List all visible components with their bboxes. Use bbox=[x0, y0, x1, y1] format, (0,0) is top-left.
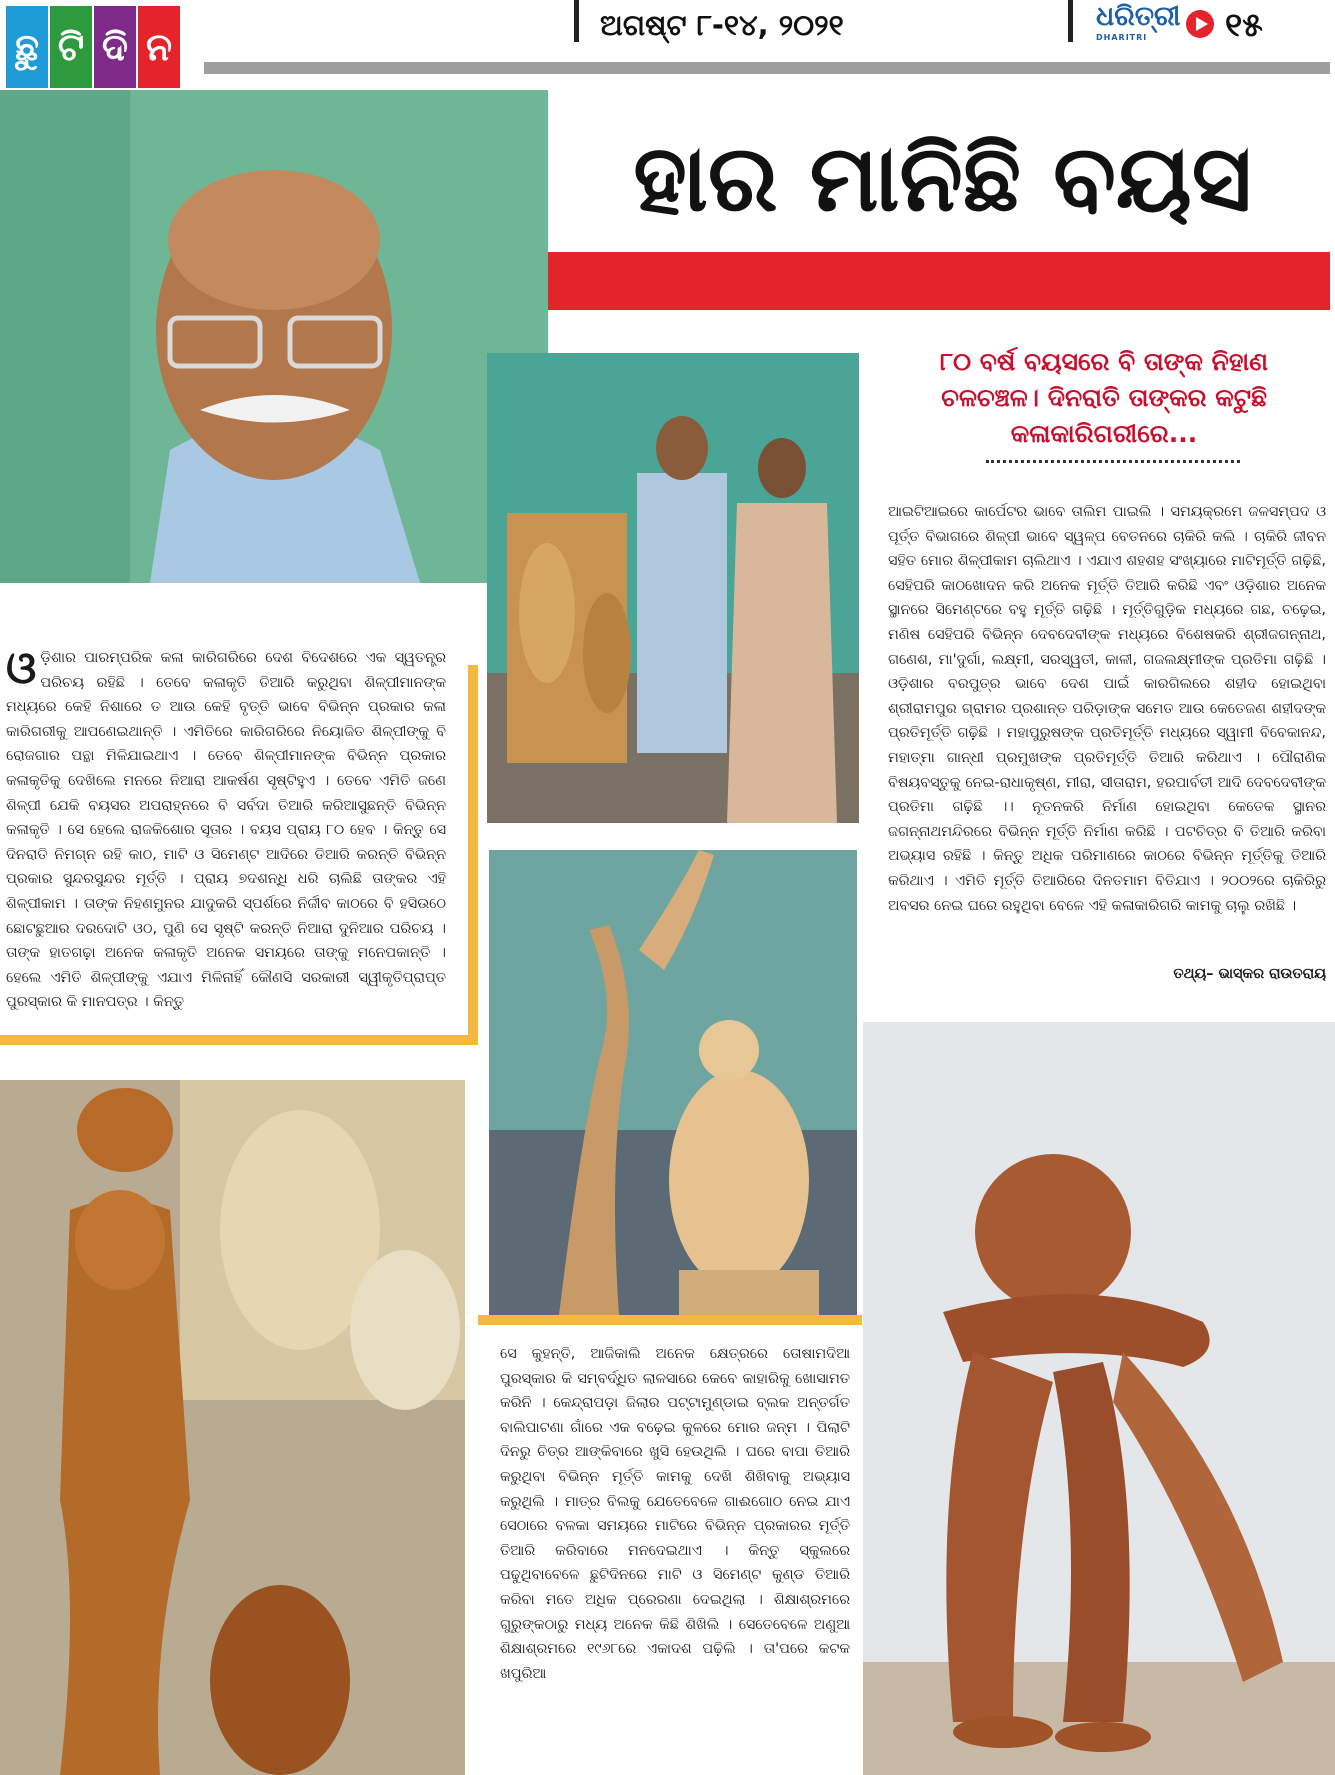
carved-statues-photo bbox=[0, 1080, 465, 1775]
header-divider-left bbox=[574, 0, 579, 42]
headline-red-bar bbox=[548, 252, 1330, 310]
header-divider-right bbox=[1068, 0, 1073, 42]
section-letter-di: ଦି bbox=[94, 6, 136, 88]
header-gray-bar bbox=[204, 62, 1330, 74]
orange-frame-vertical bbox=[468, 665, 478, 1035]
column-1-text: ଡ଼ିଶାର ପାରମ୍ପରିକ କଳା କାରିଗରିରେ ଦେଶ ବିଦେଶରେ ଏକ ସ୍ୱତନ୍ତ୍ର ପରିଚୟ ରହିଛି । ତେବେ କଳାକୃତି ତିଆରି କରୁଥିବା ଶିଳ୍ପୀମାନଙ୍କ ମଧ୍ୟରେ କେହି ନିଶାରେ ତ ଆଉ କେହି ବୃତ୍ତି ଭାବେ ବିଭିନ୍ନ ପ୍ରକାର କଳା କାରିଗରୀକୁ ଆପଣେଇଥାନ୍ତି । ଏମିତିରେ କାରିଗରିରେ ନିୟୋଜିତ ଶିଳ୍ପୀଙ୍କୁ ବି ରୋଜଗାର ପନ୍ଥା ମିଳିଯାଇଥାଏ । ତେବେ ଶିଳ୍ପୀମାନଙ୍କ ବିଭିନ୍ନ ପ୍ରକାର କଳାକୃତିକୁ ଦେଖିଲେ ମନରେ ନିଆରା ଆକର୍ଷଣ ସୃଷ୍ଟିହୁଏ । ତେବେ ଏମିତି ଜଣେ ଶିଳ୍ପୀ ଯେକି ବୟସର ଅପରାହ୍ନରେ ବି ସର୍ବଦା ତିଆରି କରିଆସୁଛନ୍ତି ବିଭିନ୍ନ କଳାକୃତି । ସେ ହେଲେ ରାଜକିଶୋର ସୂତାର । ବୟସ ପ୍ରାୟ ୮୦ ହେବ । କିନ୍ତୁ ସେ ଦିନରାତି ନିମଗ୍ନ ରହି କାଠ, ମାଟି ଓ ସିମେଣ୍ଟ ଆଦିରେ ତିଆରି କରନ୍ତି ବିଭିନ୍ନ ପ୍ରକାର ସୁନ୍ଦରସୁନ୍ଦର ମୂର୍ତ୍ତି । ପ୍ରାୟ ୭ଦଶନ୍ଧି ଧରି ଚାଲିଛି ତାଙ୍କର ଏହି ଶିଳ୍ପୀକାମ । ତାଙ୍କ ନିହଣମୁନର ଯାଦୁକରି ସ୍ପର୍ଶରେ ନିର୍ଜୀବ କାଠରେ ବି ହସିଉଠେ ଛୋଟଛୁଆର ଦରଦୋଟି ଓଠ, ପୁଣି ସେ ସୃଷ୍ଟି କରନ୍ତି ନିଆରା ଦୁନିଆର ପରିଚୟ । ତାଙ୍କ ହାତଗଢ଼ା ଅନେକ କଳାକୃତି ଅନେକ ସମୟରେ ତାଙ୍କୁ ମନେପକାନ୍ତି । ହେଲେ ଏମିତି ଶିଳ୍ପୀଙ୍କୁ ଏଯାଏ ମିଳିନାହିଁ କୌଣସି ସରକାରୀ ସ୍ୱୀକୃତିପ୍ରାପ୍ତ ପୁରସ୍କାର କି ମାନପତ୍ର । କିନ୍ତୁ bbox=[6, 650, 446, 1011]
subheading-line-1: ୮୦ ବର୍ଷ ବୟସରେ ବି ତାଙ୍କ ନିହାଣ bbox=[939, 347, 1269, 376]
orange-frame-bottom bbox=[478, 1315, 862, 1325]
article-column-1 bbox=[6, 646, 446, 1036]
couple-photo bbox=[487, 353, 859, 823]
section-letter-na: ନ bbox=[138, 6, 180, 88]
dotted-divider bbox=[986, 460, 1240, 463]
article-column-2: ସେ କୁହନ୍ତି, ଆଜିକାଲି ଅନେକ କ୍ଷେତ୍ରରେ ତୋଷାମଦିଆ ପୁରସ୍କାର କି ସମ୍ବର୍ଦ୍ଧିତ ଲାଳସାରେ କେବେ କାହାରିକୁ ଖୋସାମତ କରିନି । କେନ୍ଦ୍ରାପଡ଼ା ଜିଲାର ପଟ୍ଟାମୁଣ୍ଡାଇ ବ୍ଲକ ଅନ୍ତର୍ଗତ ବାଲିପାଟଣା ଗାଁରେ ଏକ ବଢ଼େଇ କୁଳରେ ମୋର ଜନ୍ମ । ପିଲାଟି ଦିନରୁ ଚିତ୍ର ଆଙ୍କିବାରେ ଖୁସି ହେଉଥିଲି । ଘରେ ବାପା ତିଆରି କରୁଥିବା ବିଭିନ୍ନ ମୂର୍ତ୍ତି କାମକୁ ଦେଖି ଶିଖିବାକୁ ଅଭ୍ୟାସ କରୁଥିଲି । ମାତ୍ର ବିଲକୁ ଯେତେବେଳେ ଗାଈଗୋଠ ନେଇ ଯାଏ ସେଠାରେ ବଳକା ସମୟରେ ମାଟିରେ ବିଭିନ୍ନ ପ୍ରକାରର ମୂର୍ତ୍ତି ତିଆରି କରିବାରେ ମନଦେଇଥାଏ । କିନ୍ତୁ ସ୍କୁଲରେ ପଢୁଥିବାବେଳେ ଛୁଟିଦିନରେ ମାଟି ଓ ସିମେଣ୍ଟ କୁଣ୍ଡ ତିଆରି କରିବା ମତେ ଅଧିକ ପ୍ରେରଣା ଦେଇଥିଲା । ଶିକ୍ଷାଶ୍ରମରେ ଗୁରୁଙ୍କଠାରୁ ମଧ୍ୟ ଅନେକ କିଛି ଶିଖିଲି । ସେତେବେଳେ ଅଣୁଆ ଶିକ୍ଷାଶ୍ରମରେ ୧୯୬୮ରେ ଏକାଦଶ ପଢ଼ିଲି । ତା'ପରେ କଟକ ଖପୁରିଆ bbox=[500, 1346, 850, 1682]
subheading-line-3: କଳାକାରିଗରୀରେ... bbox=[1010, 419, 1198, 448]
issue-date: ଅଗଷ୍ଟ ୮-୧୪, ୨୦୨୧ bbox=[600, 8, 844, 42]
section-letter-ti: ଟି bbox=[50, 6, 92, 88]
page-number: ୧୫ bbox=[1225, 5, 1263, 44]
headline: ହାର ମାନିଛି ବୟସ bbox=[633, 125, 1252, 232]
saraswati-sculpture-photo bbox=[489, 850, 857, 1315]
orange-frame-horizontal bbox=[0, 1035, 478, 1045]
dharitri-logo: ଧରିତ୍ରୀ DHARITRI bbox=[1096, 1, 1181, 42]
article-credit: ତଥ୍ୟ– ଭାସ୍କର ରାଉତରାୟ bbox=[1173, 966, 1326, 982]
thinker-sculpture-photo bbox=[863, 1022, 1335, 1775]
subheading bbox=[884, 344, 1324, 452]
section-letter-chhu: ଛୁ bbox=[6, 6, 48, 88]
drop-cap: ଓ bbox=[6, 646, 37, 694]
article-column-3: ଆଇଟିଆଇରେ କାର୍ପେଟର ଭାବେ ତାଲିମ ପାଇଲି । ସମୟକ୍ରମେ ଜଳସମ୍ପଦ ଓ ପୂର୍ତ୍ତ ବିଭାଗରେ ଶିଳ୍ପୀ ଭାବେ ସ୍ୱଳ୍ପ ବେତନରେ ଚାକିରି କଲି । ଚାକିରି ଜୀବନ ସହିତ ମୋର ଶିଳ୍ପୀକାମ ଚାଲିଥାଏ । ଏଯାଏ ଶହଶହ ସଂଖ୍ୟାରେ ମାଟିମୂର୍ତ୍ତି ଗଢ଼ିଛି, ସେହିପରି କାଠଖୋଦନ କରି ଅନେକ ମୂର୍ତ୍ତି ତିଆରି କରିଛି ଏବଂ ଓଡ଼ିଶାର ଅନେକ ସ୍ଥାନରେ ସିମେଣ୍ଟରେ ବହୁ ମୂର୍ତ୍ତି ଗଢ଼ିଛି । ମୂର୍ତ୍ତିଗୁଡ଼ିକ ମଧ୍ୟରେ ଗଛ, ଚଢ଼େଇ, ମଣିଷ ସେହିପରି ବିଭିନ୍ନ ଦେବଦେବୀଙ୍କ ମଧ୍ୟରେ ବିଶେଷକରି ଶ୍ରୀଜଗନ୍ନାଥ, ଗଣେଶ, ମା'ଦୁର୍ଗା, ଲକ୍ଷ୍ମୀ, ସରସ୍ୱତୀ, କାଳୀ, ଗଜଲକ୍ଷ୍ମୀଙ୍କ ପ୍ରତିମା ଗଢ଼ିଛି । ଓଡ଼ିଶାର ବରପୁତ୍ର ଭାବେ ଦେଶ ପାଇଁ କାରଗିଲରେ ଶହୀଦ ହୋଇଥିବା ଶ୍ରୀରାମପୁର ଗ୍ରାମର ପ୍ରଶାନ୍ତ ପରିଡ଼ାଙ୍କ ସମେତ ଆଉ କେତେଜଣ ଶହୀଦଙ୍କ ପ୍ରତିମୂର୍ତ୍ତି ଗଢ଼ିଛି । ମହାପୁରୁଷଙ୍କ ପ୍ରତିମୂର୍ତ୍ତି ମଧ୍ୟରେ ସ୍ୱାମୀ ବିବେକାନନ୍ଦ, ମହାତ୍ମା ଗାନ୍ଧୀ ପ୍ରମୁଖଙ୍କ ପ୍ରତିମୂର୍ତ୍ତି ତିଆରି କରିଥାଏ । ପୌରାଣିକ ବିଷୟବସ୍ତୁକୁ ନେଇ-ରାଧାକୃଷ୍ଣ, ମୀରା, ସୀତାରାମ, ହରପାର୍ବତୀ ଆଦି ଦେବଦେବୀଙ୍କ ପ୍ରତିମା ଗଢ଼ିଛି ।। ନୂତନକରି ନିର୍ମାଣ ହୋଇଥିବା କେତେକ ସ୍ଥାନର ଜଗନ୍ନାଥମନ୍ଦିରରେ ବିଭିନ୍ନ ମୂର୍ତ୍ତି ନିର୍ମାଣ କରିଛି । ପଟଚିତ୍ର ବି ତିଆରି କରିବା ଅଭ୍ୟାସ ରହିଛି । କିନ୍ତୁ ଅଧିକ ପରିମାଣରେ କାଠରେ ବିଭିନ୍ନ ମୂର୍ତ୍ତିକୁ ତିଆରି କରିଥାଏ । ଏମିତି ମୂର୍ତ୍ତି ତିଆରିରେ ଦିନତମାମ ବିତିଯାଏ । ୨୦୦୨ରେ ଚାକିରିରୁ ଅବସର ନେଇ ଘରେ ରହୁଥିବା ବେଳେ ଏହି କଳାକାରିଗରି କାମକୁ ଚାଲୁ ରଖିଛି । bbox=[888, 504, 1326, 914]
portrait-photo bbox=[0, 90, 548, 583]
subheading-line-2: ଚଳଚଞ୍ଚଳ। ଦିନରାତି ତାଙ୍କର କଟୁଛି bbox=[941, 383, 1267, 412]
play-arrow-icon bbox=[1185, 9, 1215, 39]
